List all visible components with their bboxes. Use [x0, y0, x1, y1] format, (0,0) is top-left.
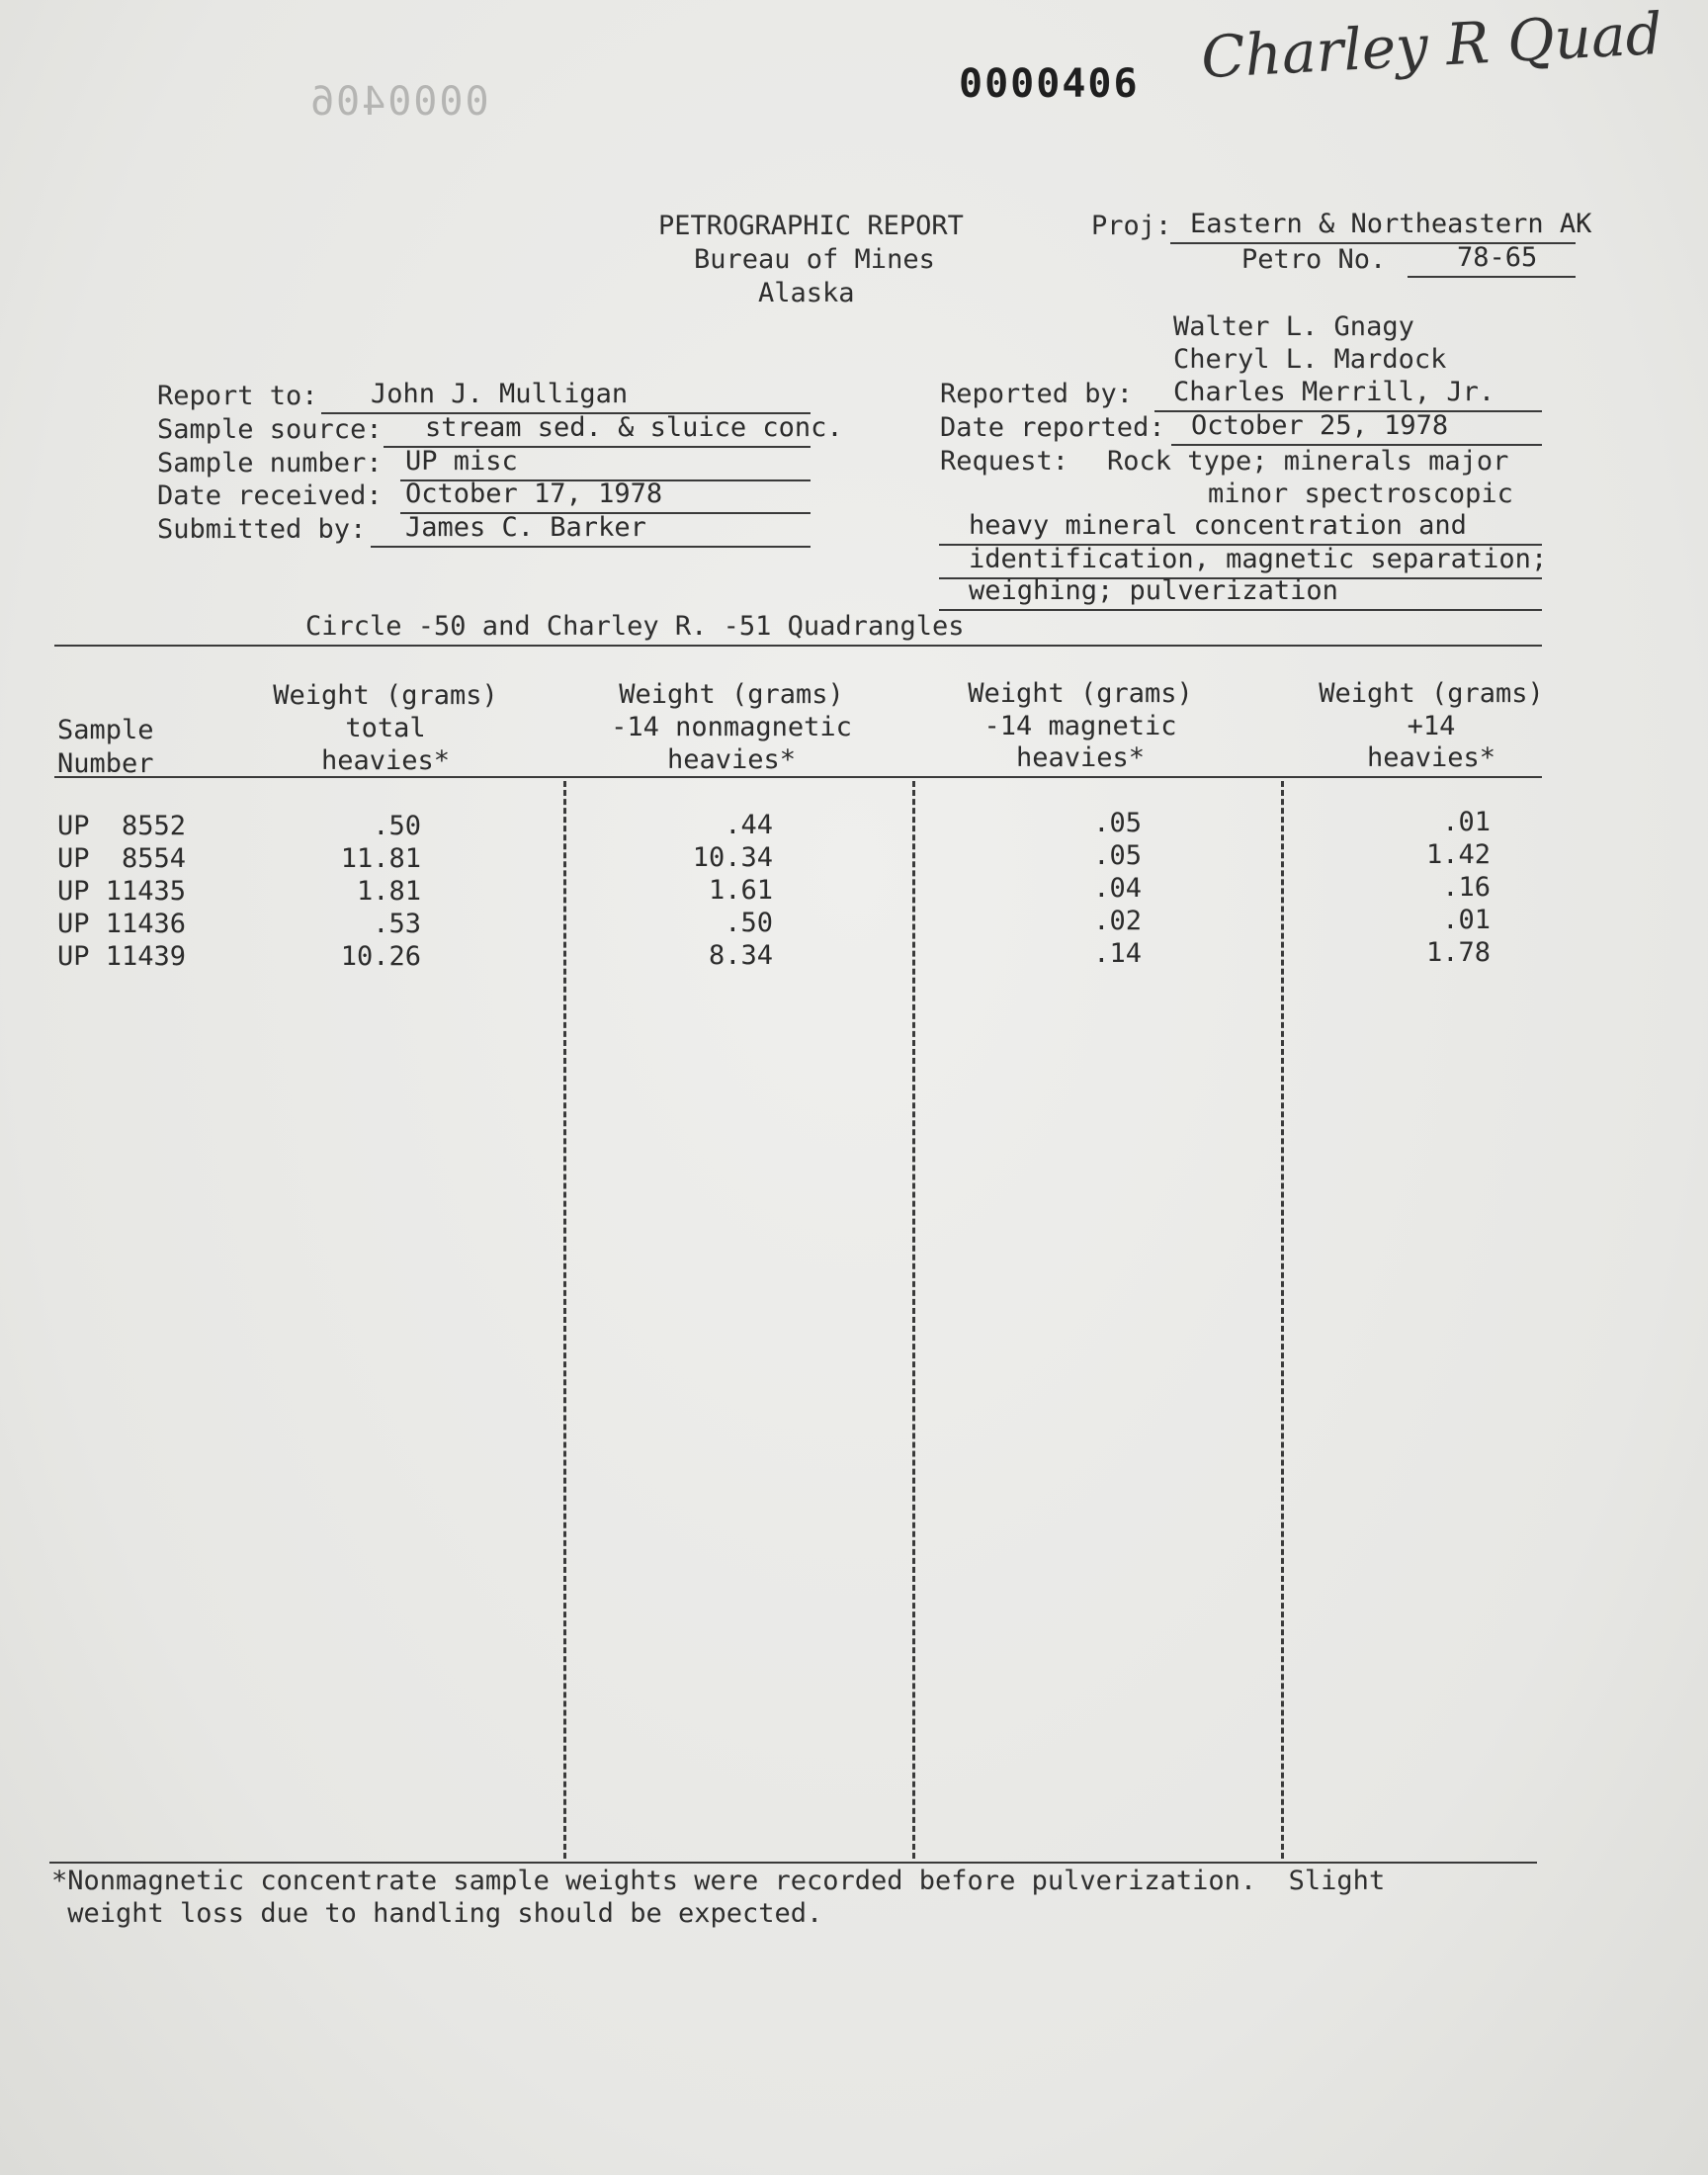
total-heavies-cell: 11.81: [340, 843, 421, 874]
nonmag-heavies-cell: .44: [725, 810, 773, 840]
table-bottom-rule: [49, 1862, 1537, 1864]
report-to-field: [321, 381, 811, 414]
header-nonmag-line-2: -14 nonmagnetic: [611, 712, 852, 742]
request-line-3: heavy mineral concentration and: [969, 510, 1467, 541]
total-heavies-cell: 10.26: [340, 941, 421, 972]
sample-source-label: Sample source:: [157, 414, 383, 445]
request-label: Request:: [940, 446, 1069, 477]
request-line-4: identification, magnetic separation;: [969, 544, 1548, 574]
date-reported-label: Date reported:: [940, 412, 1165, 443]
proj-label: Proj:: [1091, 211, 1172, 241]
sample-number-field: [400, 448, 811, 481]
header-plus14-line-3: heavies*: [1366, 742, 1496, 773]
request-line-1-rule: [1171, 446, 1542, 478]
header-total-line-1: Weight (grams): [273, 680, 498, 711]
sample-number-cell: UP 8552: [57, 811, 187, 841]
mag-heavies-cell: .05: [1093, 808, 1142, 838]
plus14-heavies-cell: 1.78: [1425, 937, 1491, 968]
header-mag-line-2: -14 magnetic: [983, 711, 1177, 741]
footnote-line-2: weight loss due to handling should be expected.: [51, 1898, 823, 1929]
request-line-3-field: [939, 512, 1542, 546]
proj-value: Eastern & Northeastern AK: [1190, 209, 1592, 239]
nonmag-heavies-cell: .50: [725, 908, 773, 938]
quadrangles-rule: [54, 645, 1542, 647]
mag-heavies-cell: .05: [1093, 840, 1142, 871]
mag-heavies-cell: .04: [1093, 873, 1142, 904]
footnote-line-1: *Nonmagnetic concentrate sample weights were recorded before pulverization. Slight: [51, 1866, 1386, 1896]
reporter-1: Walter L. Gnagy: [1173, 311, 1414, 342]
petro-field: [1408, 244, 1576, 278]
plus14-heavies-cell: 1.42: [1425, 839, 1491, 870]
column-divider-3: [1281, 781, 1284, 1859]
date-received-label: Date received:: [157, 480, 383, 511]
date-reported-value: October 25, 1978: [1191, 410, 1449, 441]
sample-number-cell: UP 8554: [57, 843, 187, 874]
header-nonmag-line-1: Weight (grams): [619, 679, 844, 710]
sample-number-cell: UP 11435: [57, 876, 187, 907]
date-received-value: October 17, 1978: [405, 478, 663, 509]
sample-source-value: stream sed. & sluice conc.: [425, 412, 843, 443]
header-plus14-line-2: +14: [1407, 711, 1456, 741]
column-divider-1: [563, 781, 566, 1859]
stamp-ghost-number: 0000406: [308, 79, 489, 125]
mag-heavies-cell: .02: [1093, 906, 1142, 936]
request-line-1: Rock type; minerals major: [1107, 446, 1509, 477]
plus14-heavies-cell: .01: [1442, 905, 1491, 935]
handwritten-note: Charley R Quad: [1199, 0, 1665, 92]
agency-name: Bureau of Mines: [694, 244, 935, 275]
quadrangles: Circle -50 and Charley R. -51 Quadrangles: [305, 611, 965, 642]
report-title: PETROGRAPHIC REPORT: [658, 211, 964, 241]
state-name: Alaska: [758, 278, 855, 308]
total-heavies-cell: .50: [373, 811, 421, 841]
report-to-label: Report to:: [157, 381, 318, 411]
header-mag-line-1: Weight (grams): [968, 678, 1193, 709]
submitted-by-field: [371, 514, 811, 548]
header-sample-line-3: Number: [57, 748, 154, 779]
reported-by-label: Reported by:: [940, 379, 1134, 409]
header-total-line-3: heavies*: [320, 745, 451, 776]
header-nonmag-line-3: heavies*: [666, 744, 797, 775]
header-rule: [54, 776, 1542, 778]
mag-heavies-cell: .14: [1093, 938, 1142, 969]
date-received-field: [400, 480, 811, 514]
sample-number-value: UP misc: [405, 446, 518, 477]
nonmag-heavies-cell: 1.61: [708, 875, 773, 906]
reporter-2: Cheryl L. Mardock: [1173, 344, 1447, 375]
reported-by-field: [1154, 379, 1542, 412]
column-divider-2: [912, 781, 915, 1859]
nonmag-heavies-cell: 10.34: [692, 842, 773, 873]
header-plus14-line-1: Weight (grams): [1319, 678, 1544, 709]
sample-number-label: Sample number:: [157, 448, 383, 478]
sample-number-cell: UP 11436: [57, 909, 187, 939]
submitted-by-label: Submitted by:: [157, 514, 367, 545]
header-sample-line-2: Sample: [57, 715, 154, 745]
request-line-5: weighing; pulverization: [969, 575, 1338, 606]
header-total-line-2: total: [345, 713, 426, 743]
request-line-5-field: [939, 577, 1542, 611]
total-heavies-cell: .53: [373, 909, 421, 939]
request-line-2: minor spectroscopic: [1208, 478, 1513, 509]
sample-source-field: [384, 412, 843, 448]
plus14-heavies-cell: .16: [1442, 872, 1491, 903]
header-mag-line-3: heavies*: [1015, 742, 1146, 773]
request-line-4-field: [939, 544, 1548, 579]
nonmag-heavies-cell: 8.34: [708, 940, 773, 971]
stamp-number: 0000406: [959, 61, 1140, 107]
report-to-value: John J. Mulligan: [371, 379, 629, 409]
submitted-by-value: James C. Barker: [405, 512, 646, 543]
petro-value: 78-65: [1457, 242, 1538, 273]
date-reported-field: [1171, 412, 1542, 446]
reporter-3: Charles Merrill, Jr.: [1173, 377, 1495, 407]
petro-label: Petro No.: [1241, 244, 1387, 275]
total-heavies-cell: 1.81: [356, 876, 421, 907]
sample-number-cell: UP 11439: [57, 941, 187, 972]
proj-field: [1170, 209, 1592, 244]
plus14-heavies-cell: .01: [1442, 807, 1491, 837]
